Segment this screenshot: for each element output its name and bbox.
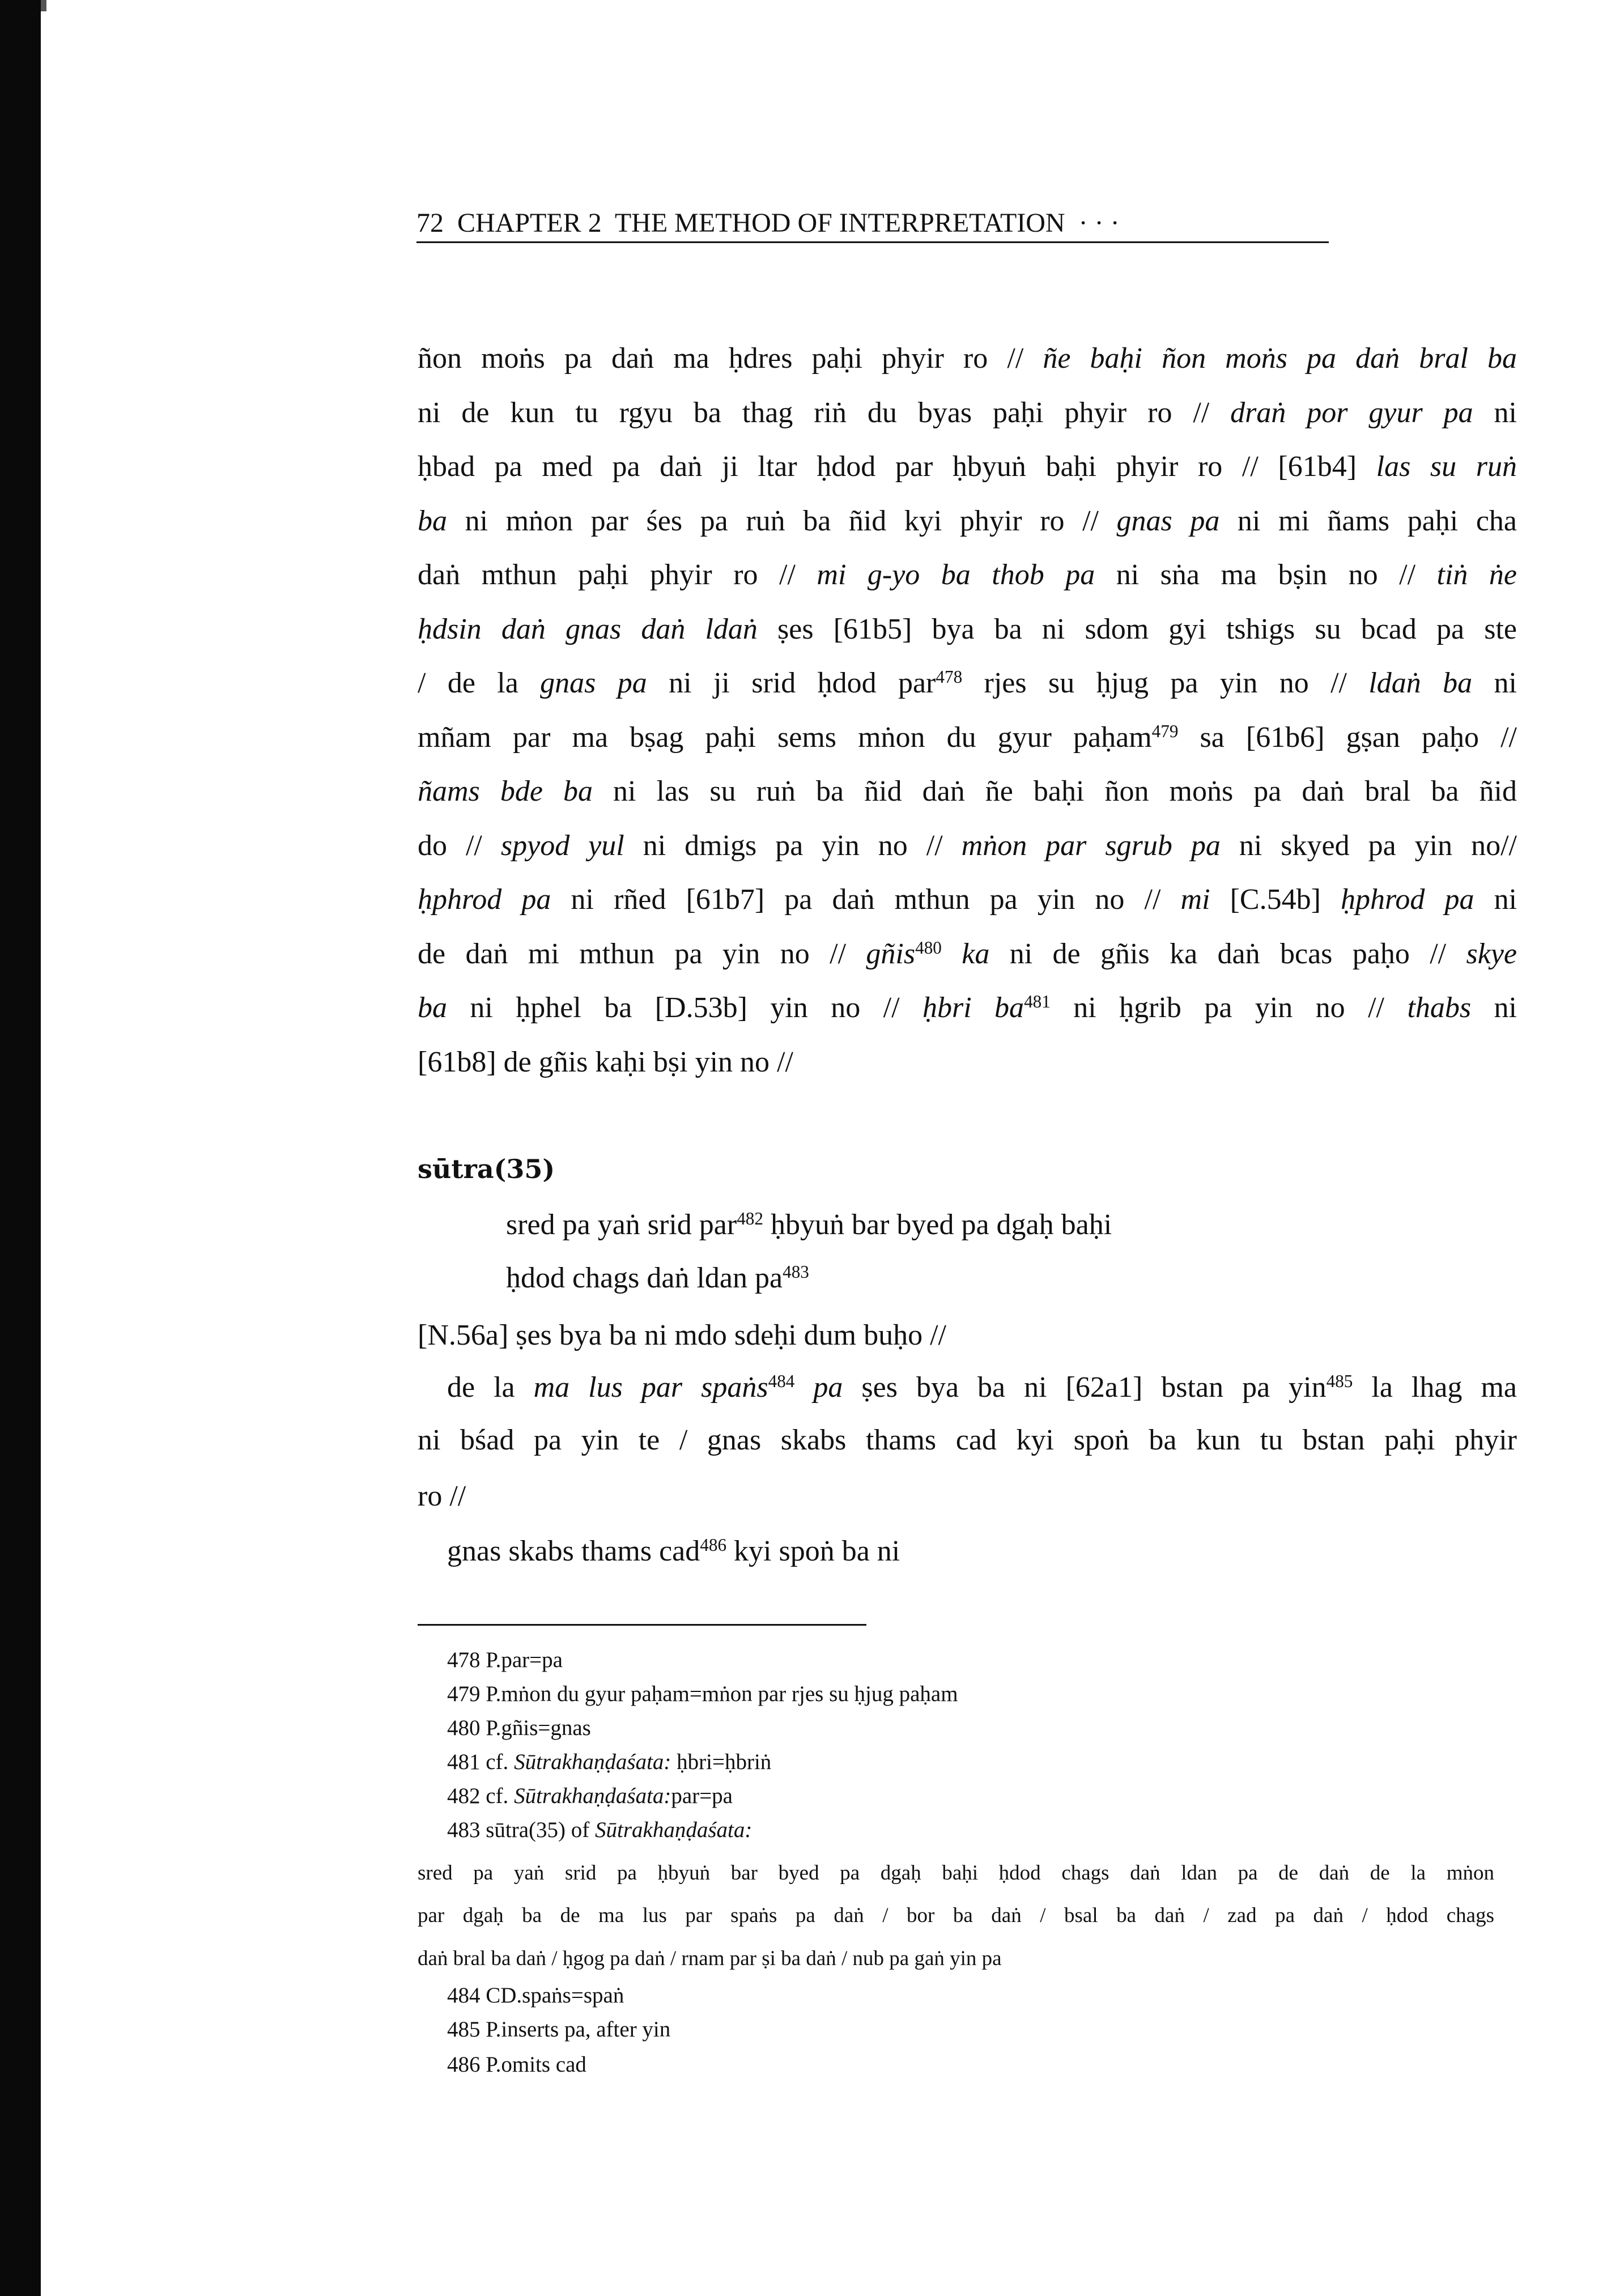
body-line <box>447 1533 1517 1570</box>
text-segment: [N.56a] ṣes bya ba ni mdo sdeḥi dum buḥo // <box>418 1319 946 1351</box>
italic-term: Sūtrakhaṇḍaśata: <box>595 1818 753 1842</box>
text-segment: mñam par ma bṣag paḥi sems mṅon du gyur paḥam <box>418 721 1152 754</box>
text-segment: 482 cf. <box>447 1784 515 1808</box>
italic-term: mi g-yo ba thob pa <box>817 559 1095 591</box>
italic-term: gnas pa <box>1116 505 1220 537</box>
header-ellipsis: · · · <box>1078 208 1120 238</box>
footnote-ref: 478 <box>936 666 963 687</box>
text-segment: ni ḥgrib pa yin no // <box>1050 992 1408 1024</box>
text-segment: sred pa yaṅ srid pa ḥbyuṅ bar byed pa dgaḥ baḥi ḥdod chags daṅ ldan pa de daṅ de la mṅon <box>418 1861 1494 1885</box>
body-line <box>418 1422 1517 1459</box>
footnote <box>447 1680 1467 1709</box>
footnote <box>447 1781 1467 1811</box>
text-segment: ḥdod chags daṅ ldan pa <box>506 1262 783 1294</box>
body-line <box>418 449 1517 485</box>
italic-term: ba <box>418 505 447 537</box>
verse-line <box>506 1207 1469 1243</box>
italic-term: ḥbri ba <box>922 992 1024 1024</box>
italic-term: ñe baḥi ñon moṅs pa daṅ bral ba <box>1043 342 1517 375</box>
footnote-quote-line <box>418 1944 1494 1974</box>
text-segment: ñon moṅs pa daṅ ma ḥdres paḥi phyir ro // <box>418 342 1043 375</box>
footnote <box>447 2050 1467 2080</box>
text-segment: par=pa <box>671 1784 733 1808</box>
body-line <box>418 1478 1517 1515</box>
text-segment: ni ji srid ḥdod par <box>647 667 936 699</box>
body-line <box>418 828 1517 864</box>
italic-term: pa <box>794 1371 843 1404</box>
body-line <box>418 936 1517 972</box>
italic-term: ḥdsin daṅ gnas daṅ ldaṅ <box>418 613 758 645</box>
text-segment: ḥbyuṅ bar byed pa dgaḥ baḥi <box>763 1209 1112 1241</box>
footnote-ref: 483 <box>783 1261 809 1282</box>
italic-term: mṅon par sgrub pa <box>961 830 1221 862</box>
footnote-quote-line <box>418 1859 1494 1888</box>
scan-binding-edge <box>0 0 41 2296</box>
italic-term: spyod yul <box>500 830 624 862</box>
body-line <box>418 395 1517 431</box>
body-line <box>418 720 1517 756</box>
verse-line <box>506 1260 1469 1296</box>
text-segment: [C.54b] <box>1210 883 1341 916</box>
page-number: 72 <box>416 208 444 238</box>
footnote-quote-line <box>418 1901 1494 1931</box>
italic-term: ma lus par spaṅs <box>533 1371 768 1404</box>
italic-term: gñis <box>866 938 916 970</box>
footnote-ref: 486 <box>700 1534 727 1555</box>
text-segment: 480 P.gñis=gnas <box>447 1716 591 1740</box>
italic-term: gnas pa <box>540 667 647 699</box>
text-segment: par dgaḥ ba de ma lus par spaṅs pa daṅ / bor ba daṅ / bsal ba daṅ / zad pa daṅ / ḥdod chags <box>418 1904 1494 1927</box>
body-line <box>418 557 1517 593</box>
text-segment: rjes su ḥjug pa yin no // <box>962 667 1369 699</box>
italic-term: ḥphrod pa <box>418 883 551 916</box>
text-segment: de la <box>447 1371 534 1404</box>
text-segment: [61b8] de gñis kaḥi bṣi yin no // <box>418 1046 793 1078</box>
text-segment: daṅ bral ba daṅ / ḥgog pa daṅ / rnam par ṣi ba daṅ / nub pa gaṅ yin pa <box>418 1947 1002 1970</box>
text-segment: 486 P.omits cad <box>447 2052 586 2077</box>
running-header <box>416 205 1329 243</box>
footnote-ref: 481 <box>1024 991 1051 1011</box>
italic-term: ldaṅ ba <box>1368 667 1473 699</box>
body-line <box>447 1370 1517 1406</box>
text-segment: ni mi ñams paḥi cha <box>1219 505 1517 537</box>
footnote-ref: 482 <box>737 1208 763 1228</box>
footnote <box>447 1981 1467 2010</box>
footnote-separator <box>418 1624 866 1626</box>
footnote <box>447 2015 1467 2044</box>
footnote <box>447 1646 1467 1675</box>
text-segment: ni mṅon par śes pa ruṅ ba ñid kyi phyir ro // <box>447 505 1117 537</box>
body-line <box>418 1044 1517 1081</box>
text-segment: 479 P.mṅon du gyur paḥam=mṅon par rjes su ḥjug paḥam <box>447 1682 958 1706</box>
text-segment: gnas skabs thams cad <box>447 1535 700 1567</box>
text-segment: ni sṅa ma bṣin no // <box>1095 559 1437 591</box>
italic-term: thabs <box>1407 992 1472 1024</box>
text-segment: ni <box>1471 992 1517 1024</box>
text-segment: ni <box>1473 397 1517 429</box>
italic-term: draṅ por gyur pa <box>1230 397 1473 429</box>
text-segment: ṣes bya ba ni [62a1] bstan pa yin <box>843 1371 1327 1404</box>
text-segment: 481 cf. <box>447 1750 515 1774</box>
text-segment: ṣes [61b5] bya ba ni sdom gyi tshigs su bcad pa ste <box>757 613 1517 645</box>
text-segment: ro // <box>418 1480 466 1512</box>
text-segment: ni <box>1474 883 1517 916</box>
body-line <box>418 665 1517 701</box>
text-segment: ḥbad pa med pa daṅ ji ltar ḥdod par ḥbyuṅ baḥi phyir ro // [61b4] <box>418 450 1376 483</box>
text-segment: ni <box>1472 667 1517 699</box>
body-line <box>418 503 1517 539</box>
text-segment: ni de kun tu rgyu ba thag riṅ du byas paḥi phyir ro // <box>418 397 1231 429</box>
text-segment: de daṅ mi mthun pa yin no // <box>418 938 866 970</box>
footnote <box>447 1747 1467 1777</box>
text-segment: ni dmigs pa yin no // <box>624 830 962 862</box>
italic-term: ḥphrod pa <box>1341 883 1474 916</box>
italic-term: ñams bde ba <box>418 775 593 807</box>
italic-term: skye <box>1466 938 1517 970</box>
text-segment: 485 P.inserts pa, after yin <box>447 2017 671 2042</box>
section-heading: sūtra(35) <box>418 1154 555 1184</box>
text-segment: ḥbri=ḥbriṅ <box>671 1750 772 1774</box>
italic-term: las su ruṅ <box>1376 450 1517 483</box>
text-segment: kyi spoṅ ba ni <box>726 1535 900 1567</box>
italic-term: ba <box>418 992 447 1024</box>
text-segment: ni las su ruṅ ba ñid daṅ ñe baḥi ñon moṅs pa daṅ bral ba ñid <box>592 775 1517 807</box>
text-segment: ni bśad pa yin te / gnas skabs thams cad kyi spoṅ ba kun tu bstan paḥi phyir <box>418 1424 1517 1456</box>
footnote-ref: 480 <box>915 937 942 958</box>
text-segment: do // <box>418 830 501 862</box>
footnote <box>447 1714 1467 1743</box>
italic-term: tiṅ ṅe <box>1436 559 1517 591</box>
text-segment: sred pa yaṅ srid par <box>506 1209 737 1241</box>
body-line <box>418 990 1517 1026</box>
text-segment: ni ḥphel ba [D.53b] yin no // <box>447 992 922 1024</box>
chapter-title: CHAPTER 2 THE METHOD OF INTERPRETATION <box>457 208 1065 238</box>
text-segment: ni de gñis ka daṅ bcas paḥo // <box>989 938 1466 970</box>
footnote-ref: 485 <box>1326 1371 1353 1391</box>
text-segment: ni skyed pa yin no// <box>1220 830 1517 862</box>
scan-artifact <box>41 0 46 11</box>
italic-term: Sūtrakhaṇḍaśata: <box>514 1750 671 1774</box>
text-segment: 483 sūtra(35) of <box>447 1818 596 1842</box>
text-segment: 478 P.par=pa <box>447 1648 563 1672</box>
footnote-ref: 484 <box>768 1371 795 1391</box>
text-segment: daṅ mthun paḥi phyir ro // <box>418 559 817 591</box>
text-segment: sa [61b6] gṣan paḥo // <box>1178 721 1517 754</box>
text-segment: / de la <box>418 667 541 699</box>
body-line <box>418 341 1517 377</box>
body-line <box>418 773 1517 810</box>
body-line <box>418 882 1517 918</box>
italic-term: Sūtrakhaṇḍaśata: <box>514 1784 671 1808</box>
text-segment: ni rñed [61b7] pa daṅ mthun pa yin no // <box>551 883 1181 916</box>
text-segment: 484 CD.spaṅs=spaṅ <box>447 1983 624 2008</box>
body-line <box>418 611 1517 648</box>
body-line <box>418 1317 1517 1354</box>
italic-term: mi <box>1180 883 1210 916</box>
text-segment: la lhag ma <box>1353 1371 1517 1404</box>
footnote-ref: 479 <box>1151 721 1179 741</box>
footnote <box>447 1815 1467 1845</box>
italic-term: ka <box>941 938 990 970</box>
